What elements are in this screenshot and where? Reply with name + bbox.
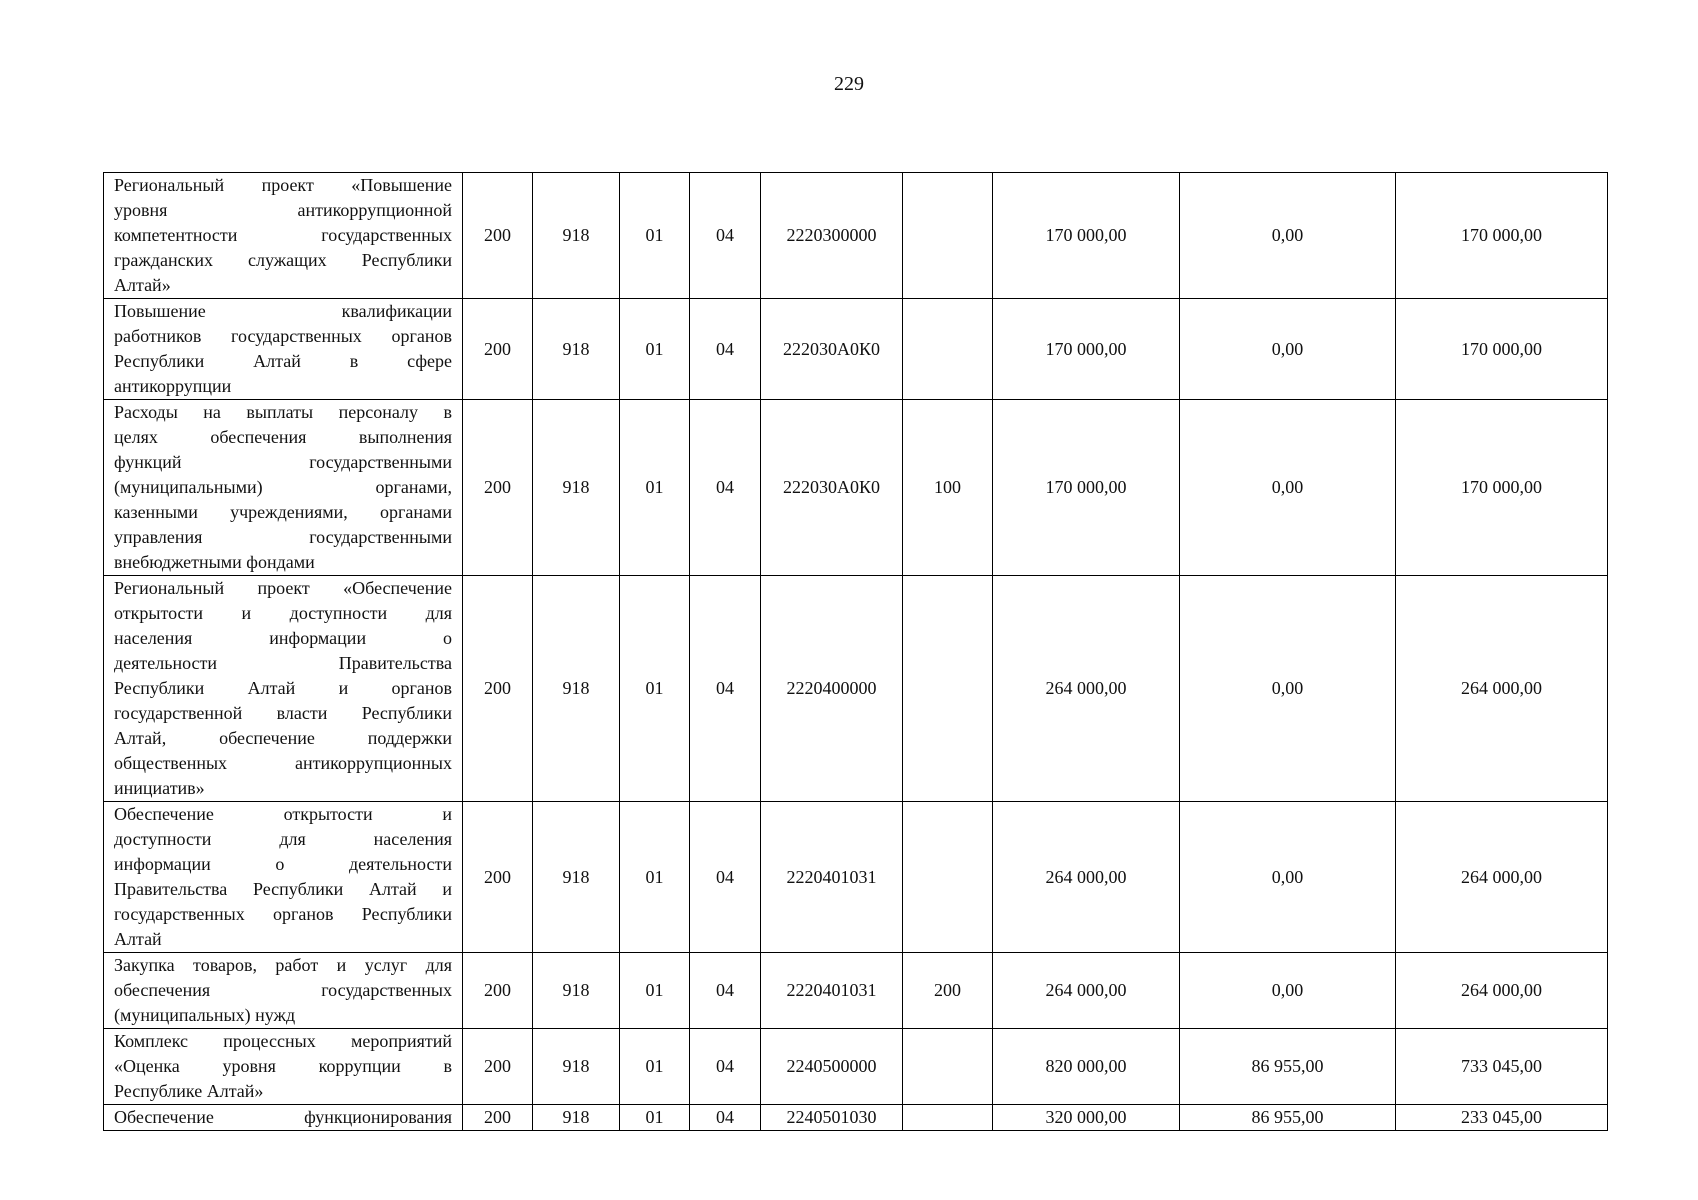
row-item-name [104, 400, 463, 576]
amount-planned-cell: 264 000,00 [993, 802, 1180, 953]
subsection-cell: 04 [690, 173, 761, 299]
target-article-cell: 222030А0К0 [761, 400, 903, 576]
admin-code-cell: 200 [463, 1105, 533, 1131]
subsection-cell: 04 [690, 299, 761, 400]
amount-planned-cell: 170 000,00 [993, 400, 1180, 576]
item-name-line: деятельности Правительства [114, 653, 452, 673]
table-row [104, 400, 1608, 576]
item-name-line: Комплекс процессных мероприятий [114, 1031, 452, 1051]
row-item-name [104, 953, 463, 1029]
item-name-line: доступности для населения [114, 829, 452, 849]
amount-change-cell: 0,00 [1180, 400, 1396, 576]
admin-code-cell: 200 [463, 953, 533, 1029]
ministry-code-cell: 918 [533, 802, 620, 953]
amount-total-cell: 264 000,00 [1396, 802, 1608, 953]
section-cell: 01 [620, 802, 690, 953]
admin-code-cell: 200 [463, 299, 533, 400]
subsection-cell: 04 [690, 802, 761, 953]
ministry-code-cell: 918 [533, 400, 620, 576]
section-cell: 01 [620, 299, 690, 400]
page-number: 229 [834, 73, 864, 95]
item-name-line: казенными учреждениями, органами [114, 502, 452, 522]
item-name-line: работников государственных органов [114, 326, 452, 346]
table-row [104, 953, 1608, 1029]
ministry-code-cell: 918 [533, 173, 620, 299]
section-cell: 01 [620, 1029, 690, 1105]
subsection-cell: 04 [690, 1105, 761, 1131]
admin-code-cell: 200 [463, 400, 533, 576]
ministry-code-cell: 918 [533, 299, 620, 400]
table-row [104, 1029, 1608, 1105]
table-row [104, 802, 1608, 953]
table-row [104, 1105, 1608, 1131]
item-name-line: Закупка товаров, работ и услуг для [114, 955, 452, 975]
table-row [104, 173, 1608, 299]
item-name-line: государственных органов Республики [114, 904, 452, 924]
ministry-code-cell: 918 [533, 953, 620, 1029]
amount-change-cell: 0,00 [1180, 953, 1396, 1029]
item-name-line: внебюджетными фондами [114, 552, 315, 572]
expense-type-cell [903, 173, 993, 299]
item-name-line: Алтай, обеспечение поддержки [114, 728, 452, 748]
expense-type-cell [903, 802, 993, 953]
section-cell: 01 [620, 953, 690, 1029]
section-cell: 01 [620, 1105, 690, 1131]
item-name-line: Обеспечение открытости и [114, 804, 452, 824]
amount-total-cell: 170 000,00 [1396, 400, 1608, 576]
ministry-code-cell: 918 [533, 576, 620, 802]
item-name-line: гражданских служащих Республики [114, 250, 452, 270]
row-item-name [104, 802, 463, 953]
subsection-cell: 04 [690, 576, 761, 802]
item-name-line: (муниципальных) нужд [114, 1005, 296, 1025]
amount-total-cell: 170 000,00 [1396, 173, 1608, 299]
target-article-cell: 2220400000 [761, 576, 903, 802]
item-name-line: Расходы на выплаты персоналу в [114, 402, 452, 422]
subsection-cell: 04 [690, 953, 761, 1029]
item-name-line: уровня антикоррупционной [114, 200, 452, 220]
item-name-line: Региональный проект «Обеспечение [114, 578, 452, 598]
amount-change-cell: 86 955,00 [1180, 1105, 1396, 1131]
item-name-line: целях обеспечения выполнения [114, 427, 452, 447]
amount-change-cell: 0,00 [1180, 802, 1396, 953]
item-name-line: Республики Алтай и органов [114, 678, 452, 698]
item-name-line: функций государственными [114, 452, 452, 472]
expense-type-cell: 100 [903, 400, 993, 576]
item-name-line: Региональный проект «Повышение [114, 175, 452, 195]
item-name-line: управления государственными [114, 527, 452, 547]
ministry-code-cell: 918 [533, 1029, 620, 1105]
target-article-cell: 2220300000 [761, 173, 903, 299]
table-row [104, 299, 1608, 400]
amount-change-cell: 0,00 [1180, 576, 1396, 802]
item-name-line: населения информации о [114, 628, 452, 648]
amount-change-cell: 0,00 [1180, 299, 1396, 400]
amount-total-cell: 733 045,00 [1396, 1029, 1608, 1105]
target-article-cell: 2240501030 [761, 1105, 903, 1131]
item-name-line: информации о деятельности [114, 854, 452, 874]
amount-planned-cell: 820 000,00 [993, 1029, 1180, 1105]
expense-type-cell [903, 1029, 993, 1105]
row-item-name [104, 299, 463, 400]
item-name-line: Повышение квалификации [114, 301, 452, 321]
amount-planned-cell: 320 000,00 [993, 1105, 1180, 1131]
target-article-cell: 222030А0К0 [761, 299, 903, 400]
budget-table [103, 172, 1608, 1131]
expense-type-cell: 200 [903, 953, 993, 1029]
admin-code-cell: 200 [463, 173, 533, 299]
amount-total-cell: 264 000,00 [1396, 576, 1608, 802]
item-name-line: антикоррупции [114, 376, 232, 396]
item-name-line: открытости и доступности для [114, 603, 452, 623]
amount-change-cell: 0,00 [1180, 173, 1396, 299]
target-article-cell: 2220401031 [761, 802, 903, 953]
row-item-name [104, 576, 463, 802]
item-name-line: компетентности государственных [114, 225, 452, 245]
row-item-name [104, 1029, 463, 1105]
item-name-line: Правительства Республики Алтай и [114, 879, 452, 899]
target-article-cell: 2240500000 [761, 1029, 903, 1105]
amount-total-cell: 233 045,00 [1396, 1105, 1608, 1131]
section-cell: 01 [620, 173, 690, 299]
item-name-line: Республики Алтай в сфере [114, 351, 452, 371]
row-item-name [104, 1105, 463, 1131]
table-row [104, 576, 1608, 802]
section-cell: 01 [620, 400, 690, 576]
amount-total-cell: 170 000,00 [1396, 299, 1608, 400]
amount-total-cell: 264 000,00 [1396, 953, 1608, 1029]
item-name-line: Алтай [114, 929, 162, 949]
subsection-cell: 04 [690, 400, 761, 576]
item-name-line: обеспечения государственных [114, 980, 452, 1000]
amount-planned-cell: 264 000,00 [993, 953, 1180, 1029]
item-name-line: (муниципальными) органами, [114, 477, 452, 497]
expense-type-cell [903, 1105, 993, 1131]
admin-code-cell: 200 [463, 802, 533, 953]
subsection-cell: 04 [690, 1029, 761, 1105]
section-cell: 01 [620, 576, 690, 802]
amount-change-cell: 86 955,00 [1180, 1029, 1396, 1105]
amount-planned-cell: 170 000,00 [993, 299, 1180, 400]
amount-planned-cell: 170 000,00 [993, 173, 1180, 299]
admin-code-cell: 200 [463, 1029, 533, 1105]
target-article-cell: 2220401031 [761, 953, 903, 1029]
item-name-line: общественных антикоррупционных [114, 753, 452, 773]
item-name-line: инициатив» [114, 778, 205, 798]
row-item-name [104, 173, 463, 299]
expense-type-cell [903, 576, 993, 802]
item-name-line: государственной власти Республики [114, 703, 452, 723]
table-body [104, 173, 1608, 1131]
item-name-line: «Оценка уровня коррупции в [114, 1056, 452, 1076]
ministry-code-cell: 918 [533, 1105, 620, 1131]
item-name-line: Обеспечение функционирования [114, 1107, 452, 1127]
amount-planned-cell: 264 000,00 [993, 576, 1180, 802]
admin-code-cell: 200 [463, 576, 533, 802]
expense-type-cell [903, 299, 993, 400]
item-name-line: Республике Алтай» [114, 1081, 264, 1101]
item-name-line: Алтай» [114, 275, 171, 295]
